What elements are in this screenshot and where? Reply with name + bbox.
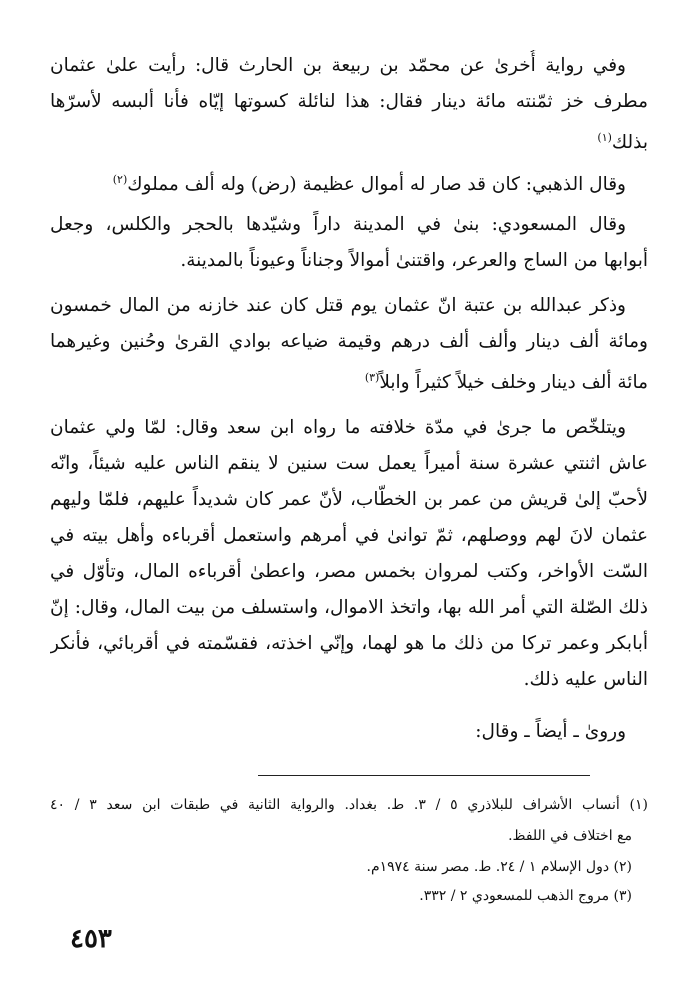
body-line-text: مائة ألف دينار وخلف خيلاً كثيراً وابلاً — [379, 372, 648, 394]
footnote-line: (٣) مروج الذهب للمسعودي ٢ / ٣٣٢. — [419, 888, 632, 904]
body-line: أبوابها من الساج والعرعر، واقتنىٰ أموالاً وجناناً وعيوناً بالمدينة. — [180, 250, 648, 271]
body-line-with-footnote — [50, 164, 648, 196]
body-line-text: بذلك — [611, 132, 648, 154]
body-line-text: وقال الذهبي: كان قد صار له أموال عظيمة (رض) وله ألف مملوك — [127, 174, 626, 196]
footnote-separator — [258, 775, 590, 776]
footnote-marker: (٣) — [364, 371, 380, 384]
body-line: ويتلخّص ما جرىٰ في مدّة خلافته ما رواه ابن سعد وقال: لمّا ولي عثمان — [50, 417, 626, 438]
footnote-marker: (١) — [597, 131, 612, 144]
body-line: ورویٰ ـ أيضاً ـ وقال: — [475, 721, 626, 742]
body-line: السّت الأواخر، وكتب لمروان بخمس مصر، واعطىٰ أقرباءه المال، وتأوّل في — [50, 561, 648, 582]
footnote-line: (١) أنساب الأشراف للبلاذري ٥ / ٣. ط. بغداد. والرواية الثانية في طبقات ابن سعد ٣ / ٤٠ — [50, 797, 648, 813]
body-line-with-footnote — [50, 122, 648, 154]
page-number: ٤٥٣ — [70, 924, 112, 954]
body-line: ذلك الصّلة التي أمر الله بها، واتخذ الاموال، واستسلف من بيت المال، وقال: إنّ — [50, 597, 648, 618]
body-line-with-footnote — [50, 362, 648, 394]
body-line: الناس عليه ذلك. — [523, 669, 648, 690]
body-line: لأحبّ إلىٰ قريش من عمر بن الخطّاب، لأنّ عمر كان شديداً عليهم، فلمّا وليهم — [50, 489, 648, 510]
footnote-marker: (٢) — [112, 173, 128, 186]
body-line: ومائة ألف دينار وألف ألف درهم وقيمة ضياعه بوادي القرىٰ وحُنين وغيرهما — [50, 331, 648, 352]
footnote-line: مع اختلاف في اللفظ. — [508, 828, 632, 844]
body-line: أبابكر وعمر تركا من ذلك ما هو لهما، وإنّي اخذته، فقسّمته في أقربائي، فأنكر — [50, 633, 648, 654]
body-line: وفي رواية أُخرىٰ عن محمّد بن ربيعة بن الحارث قال: رأيت علىٰ عثمان — [50, 55, 626, 76]
footnote-line: (٢) دول الإسلام ١ / ٢٤. ط. مصر سنة ١٩٧٤م. — [366, 859, 632, 875]
body-line: وذكر عبدالله بن عتبة انّ عثمان يوم قتل كان عند خازنه من المال خمسون — [50, 295, 626, 316]
body-line: عاش اثنتي عشرة سنة أميراً يعمل ست سنين لا ينقم الناس عليه شيئاً، وانّه — [50, 453, 648, 474]
body-line: عثمان لانَ لهم ووصلهم، ثمّ توانىٰ في أمرهم واستعمل أقرباءه وأهل بيته في — [50, 525, 648, 546]
body-line: وقال المسعودي: بنىٰ في المدينة داراً وشيّدها بالحجر والكلس، وجعل — [50, 214, 626, 235]
body-line: مطرف خز ثمّنته مائة دينار فقال: هذا لنائلة كسوتها إيّاه فأنا ألبسه لأسرّها — [50, 91, 648, 112]
